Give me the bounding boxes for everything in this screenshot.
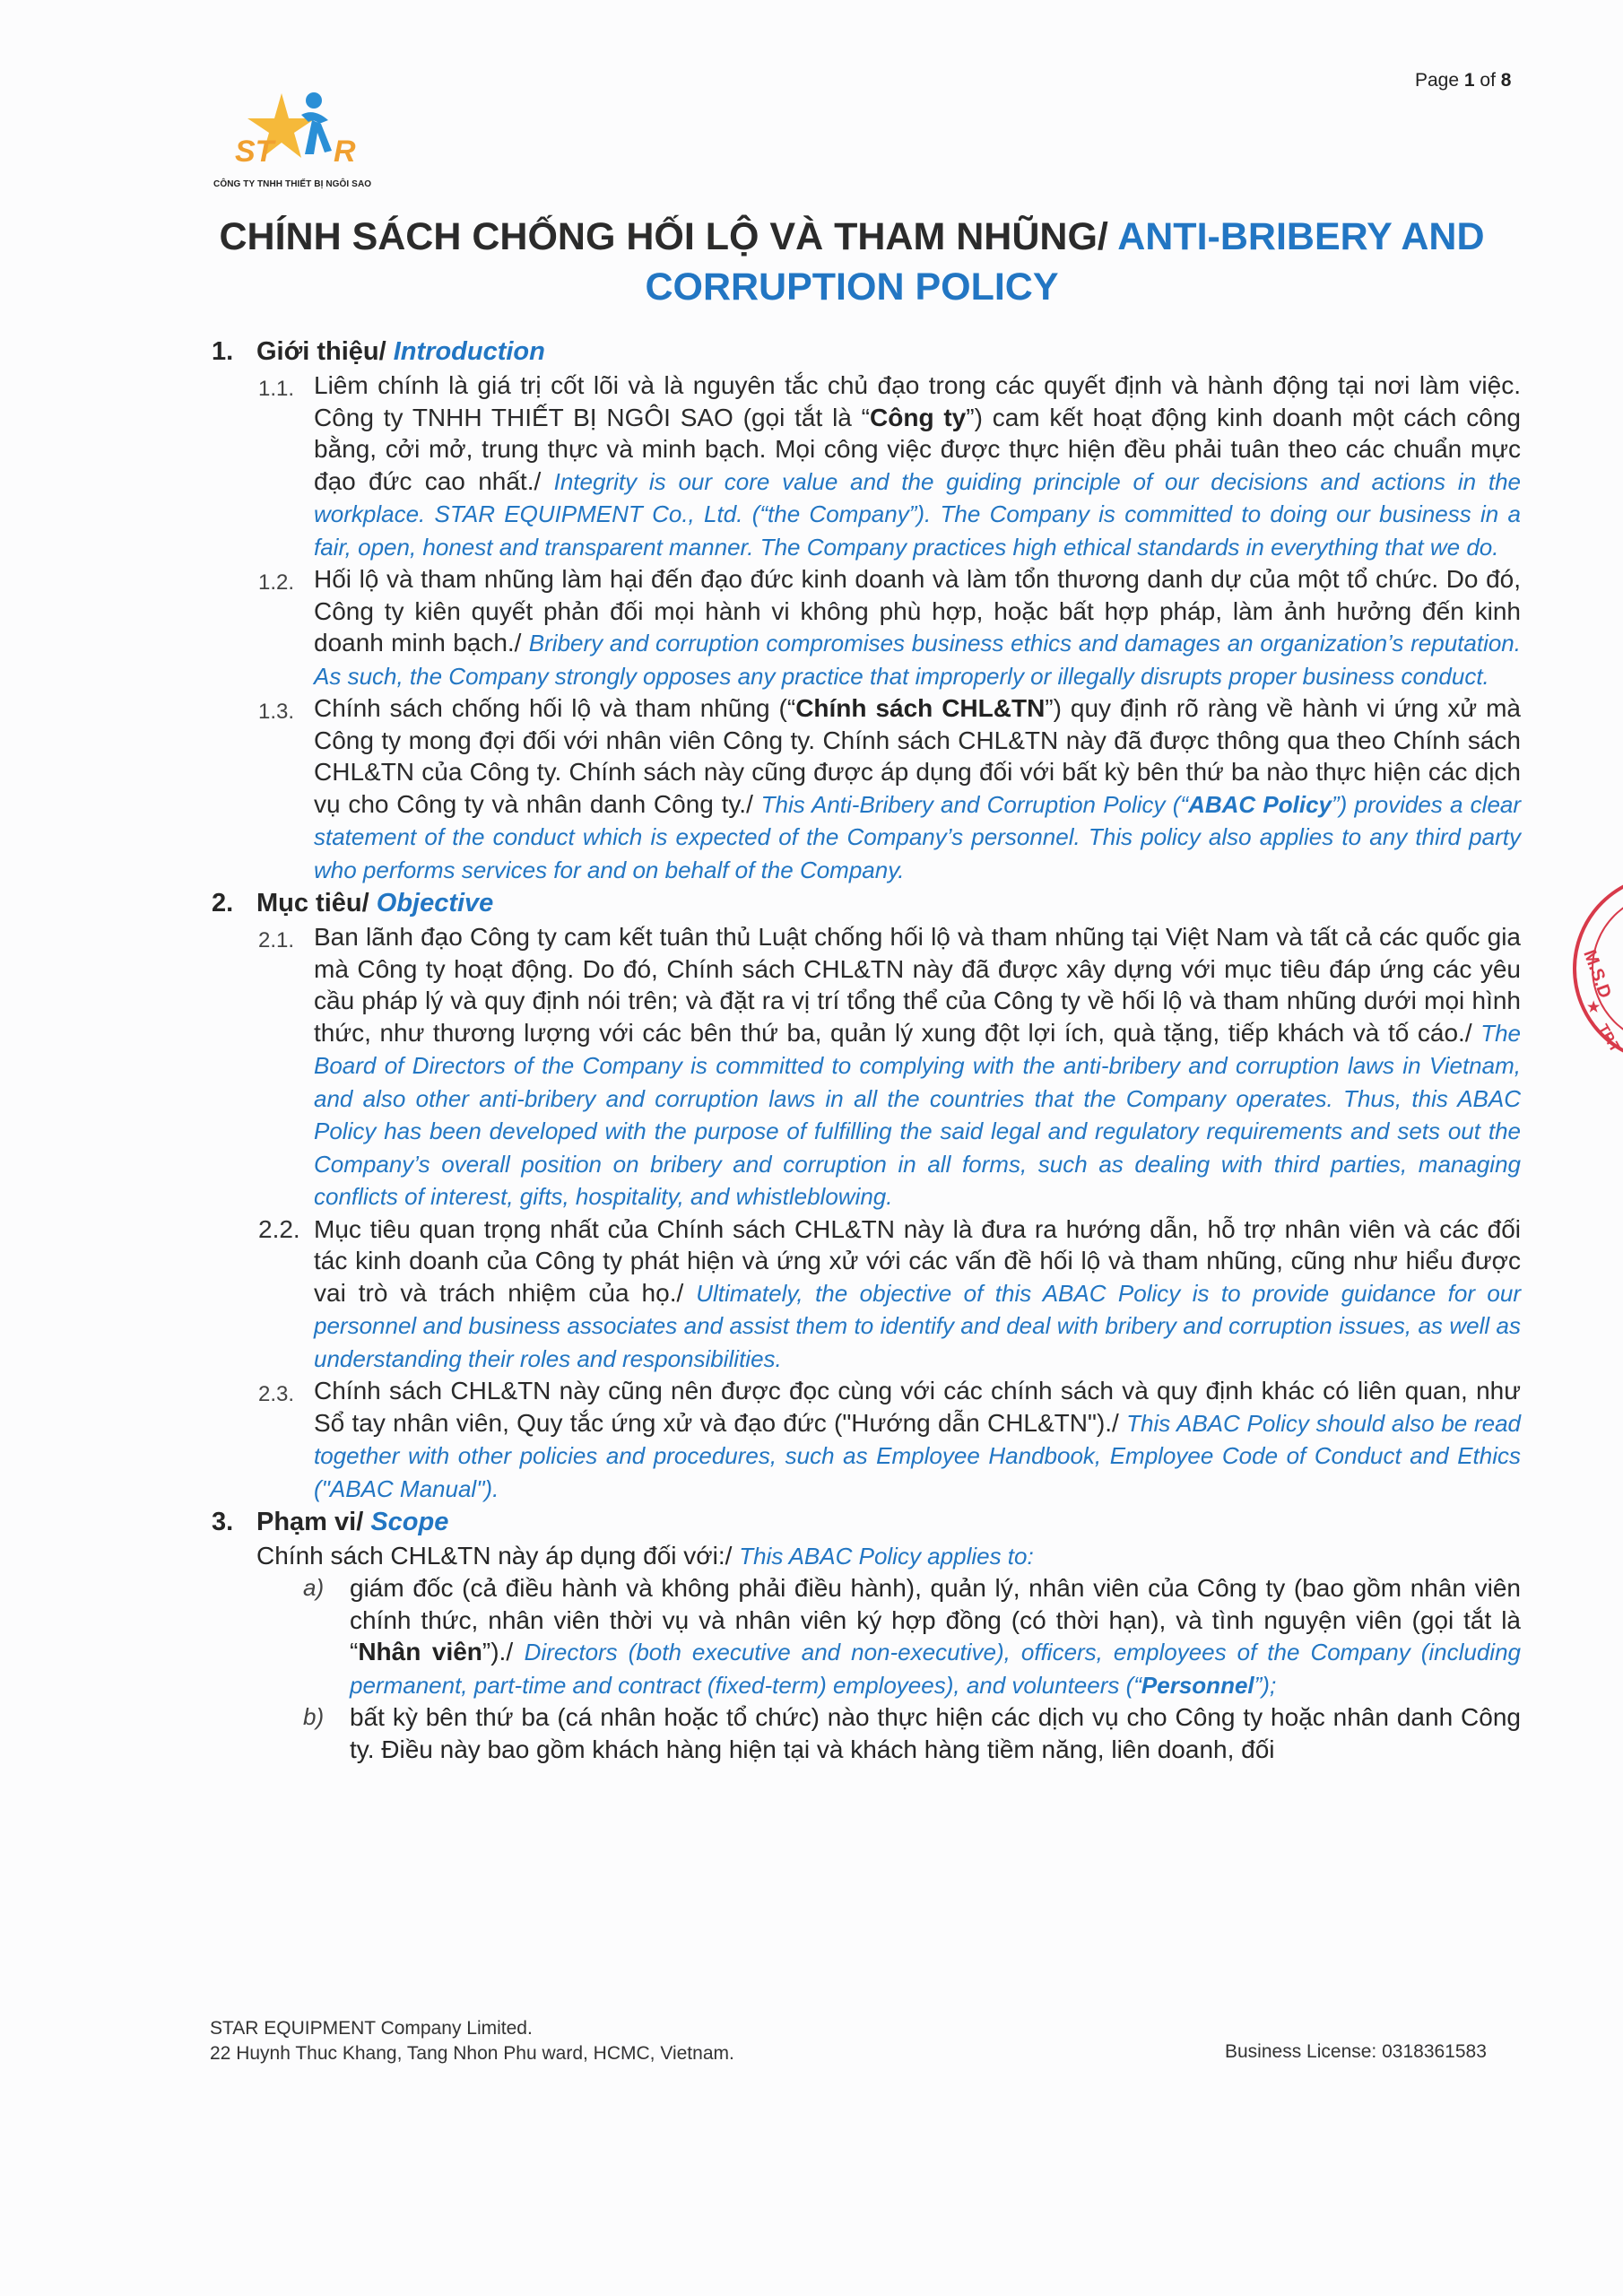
clause: 1.1. Liêm chính là giá trị cốt lõi và là nguyên tắc chủ đạo trong các quyết định và hành động tại nơi làm việc. Công ty TNHH THIẾT BỊ NGÔI SAO (gọi tắt là “Công ty”) cam kết hoạt động kinh doanh một cách công bằng, cởi mở, trung thực và minh bạch. Mọi công việc được thực hiện đều phải tuân theo các chuẩn mực đạo đức cao nhất./ Integrity is our core value and the guiding principle of our decisions and actions in the workplace. STAR EQUIPMENT Co., Ltd. (“the Company”). The Company is committed to doing our business in a fair, open, honest and transparent manner. The Company practices high ethical standards in everything that we do.	[258, 371, 1521, 561]
clause-number: 2.2.	[258, 1214, 300, 1243]
clause-english: This ABAC Policy should also be read together with other policies and procedures, such as Employee Handbook, Employee Code of Conduct and Ethics ("ABAC Manual").	[314, 1409, 1522, 1502]
section-title-vi: Giới thiệu/	[256, 337, 394, 366]
scope-item-letter: b)	[303, 1703, 325, 1730]
clause-english: Bribery and corruption compromises business ethics and damages an organization’s reputation. As such, the Company strongly opposes any practice that improperly or illegally disrupts proper business conduct.	[314, 630, 1521, 690]
section-title-vi: Mục tiêu/	[256, 889, 377, 918]
clause-number: 2.1.	[258, 928, 295, 952]
section-title-en: Introduction	[393, 337, 545, 366]
svg-text:R: R	[334, 135, 356, 169]
section-number: 1.	[212, 337, 234, 366]
stamp-star-icon: ★	[1587, 1000, 1601, 1015]
svg-text:ST: ST	[235, 135, 274, 169]
scope-item-letter: a)	[303, 1574, 325, 1601]
scope-item-english: Directors (both executive and non-executive), officers, employees of the Company (including permanent, part-time and contract (fixed-term) employees), and volunteers (“Personnel”);	[350, 1639, 1521, 1699]
clause: 2.2. Mục tiêu quan trọng nhất của Chính sách CHL&TN này là đưa ra hướng dẫn, hỗ trợ nhân viên và các đối tác kinh doanh của Công ty phát hiện và ứng xử với các vấn đề hối lộ và tham nhũng, cũng như hiểu được vai trò và trách nhiệm của họ./ Ultimately, the objective of this ABAC Policy is to provide guidance for our personnel and business associates and assist them to identify and deal with bribery and corruption issues, as well as understanding their roles and responsibilities.	[258, 1214, 1521, 1372]
clause-english: This Anti-Bribery and Corruption Policy (“ABAC Policy”) provides a clear statement of the conduct which is expected of the Company’s personnel. This policy also applies to any third party who performs services for and on behalf of the Company.	[314, 790, 1522, 883]
clause-number: 1.3.	[258, 700, 295, 724]
page-number: Page 1 of 8	[1415, 70, 1512, 91]
title-vi: CHÍNH SÁCH CHỐNG HỐI LỘ VÀ THAM NHŨNG/	[219, 215, 1118, 258]
clause: 2.1. Ban lãnh đạo Công ty cam kết tuân thủ Luật chống hối lộ và tham nhũng tại Việt Nam và tất cả các quốc gia mà Công ty hoạt động. Do đó, Chính sách CHL&TN này đã được xây dựng với mục tiêu đáp ứng các yêu cầu pháp lý và quy định nói trên; và đặt ra vị trí tổng thể của Công ty về hối lộ và tham nhũng dưới mọi hình thức, như thương lượng với các bên thứ ba, quản lý xung đột lợi ích, quà tặng, tiếp khách và tố cáo./ The Board of Directors of the Company is committed to complying with the anti-bribery and corruption laws in Vietnam, and also other anti-bribery and corruption laws in all the countries that the Company operates. Thus, this ABAC Policy has been developed with the purpose of fulfilling the said legal and regulatory requirements and sets out the Company’s overall position on bribery and corruption in all forms, such as dealing with third parties, managing conflicts of interest, gifts, hospitality, and whistleblowing.	[258, 923, 1521, 1210]
document-body	[212, 335, 1521, 1765]
section-number: 3.	[212, 1508, 234, 1536]
clause: 1.3. Chính sách chống hối lộ và tham nhũng (“Chính sách CHL&TN”) quy định rõ ràng về hành vi ứng xử mà Công ty mong đợi đối với nhân viên Công ty. Chính sách CHL&TN này đã được thông qua theo Chính sách CHL&TN của Công ty. Chính sách này cũng được áp dụng đối với bất kỳ bên thứ ba nào thực hiện các dịch vụ cho Công ty và nhân danh Công ty./ This Anti-Bribery and Corruption Policy (“ABAC Policy”) provides a clear statement of the conduct which is expected of the Company’s personnel. This policy also applies to any third party who performs services for and on behalf of the Company.	[258, 694, 1522, 883]
scope-item: b) bất kỳ bên thứ ba (cá nhân hoặc tổ chức) nào thực hiện các dịch vụ cho Công ty hoặc nhân danh Công ty. Điều này bao gồm khách hàng hiện tại và khách hàng tiềm năng, liên doanh, đối	[303, 1703, 1521, 1763]
clause-number: 1.2.	[258, 570, 295, 595]
logo-caption: CÔNG TY TNHH THIẾT BỊ NGÔI SAO	[213, 179, 372, 189]
footer-company	[210, 2016, 734, 2066]
clause-number: 2.3.	[258, 1382, 295, 1406]
clause-english: The Board of Directors of the Company is committed to complying with the anti-bribery and corruption laws in Vietnam, and also other anti-bribery and corruption laws in all the countries that the Company operates. Thus, this ABAC Policy has been developed with the purpose of fulfilling the said legal and regulatory requirements and sets out the Company’s overall position on bribery and corruption in all forms, such as dealing with third parties, managing conflicts of interest, gifts, hospitality, and whistleblowing.	[314, 1019, 1521, 1210]
clause: 1.2. Hối lộ và tham nhũng làm hại đến đạo đức kinh doanh và làm tổn thương danh dự của một tổ chức. Do đó, Công ty kiên quyết phản đối mọi hành vi không phù hợp, hoặc bất hợp pháp, làm ảnh hưởng đến kinh doanh minh bạch./ Bribery and corruption compromises business ethics and damages an organization’s reputation. As such, the Company strongly opposes any practice that improperly or illegally disrupts proper business conduct.	[258, 565, 1521, 690]
section-number: 2.	[212, 889, 234, 918]
clause-english: Integrity is our core value and the guiding principle of our decisions and actions in the workplace. STAR EQUIPMENT Co., Ltd. (“the Company”). The Company is committed to doing our business in a fair, open, honest and transparent manner. The Company practices high ethical standards in everything that we do.	[314, 467, 1521, 561]
clause: 2.3. Chính sách CHL&TN này cũng nên được đọc cùng với các chính sách và quy định khác có liên quan, như Sổ tay nhân viên, Quy tắc ứng xử và đạo đức ("Hướng dẫn CHL&TN")./ This ABAC Policy should also be read together with other policies and procedures, such as Employee Handbook, Employee Code of Conduct and Ethics ("ABAC Manual").	[258, 1377, 1522, 1502]
title-en: ANTI-BRIBERY AND CORRUPTION POLICY	[645, 215, 1485, 309]
section-title-en: Scope	[370, 1508, 449, 1536]
section-heading	[212, 335, 1521, 370]
clause-number: 1.1.	[258, 377, 295, 401]
footer-company-name: STAR EQUIPMENT Company Limited.	[210, 2018, 533, 2039]
section-title-en: Objective	[376, 889, 494, 918]
document-title	[161, 212, 1542, 312]
company-stamp	[1560, 852, 1623, 1085]
svg-text:TP.T: TP.T	[1594, 1022, 1623, 1056]
scope-intro: Chính sách CHL&TN này áp dụng đối với:/ This ABAC Policy applies to:	[256, 1542, 1034, 1570]
section-heading	[212, 886, 1521, 921]
footer-address: 22 Huynh Thuc Khang, Tang Nhon Phu ward, HCMC, Vietnam.	[210, 2043, 734, 2064]
section-heading	[212, 1505, 1521, 1540]
svg-text:M.S.D: M.S.D	[1579, 947, 1615, 1001]
logo-figure-head-icon	[306, 92, 322, 109]
scope-item: a) giám đốc (cả điều hành và không phải điều hành), quản lý, nhân viên của Công ty (bao gồm nhân viên chính thức, nhân viên thời vụ và nhân viên ký hợp đồng (có thời hạn), và tình nguyện viên (gọi tắt là “Nhân viên”)./ Directors (both executive and non-executive), officers, employees of the Company (including permanent, part-time and contract (fixed-term) employees), and volunteers (“Personnel”);	[303, 1574, 1521, 1699]
footer-license: Business License: 0318361583	[1225, 2041, 1487, 2062]
clause-english: Ultimately, the objective of this ABAC Policy is to provide guidance for our personnel and business associates and assist them to identify and deal with bribery and corruption issues, as well as understanding their roles and responsibilities.	[314, 1279, 1521, 1372]
section-title-vi: Phạm vi/	[256, 1508, 371, 1536]
